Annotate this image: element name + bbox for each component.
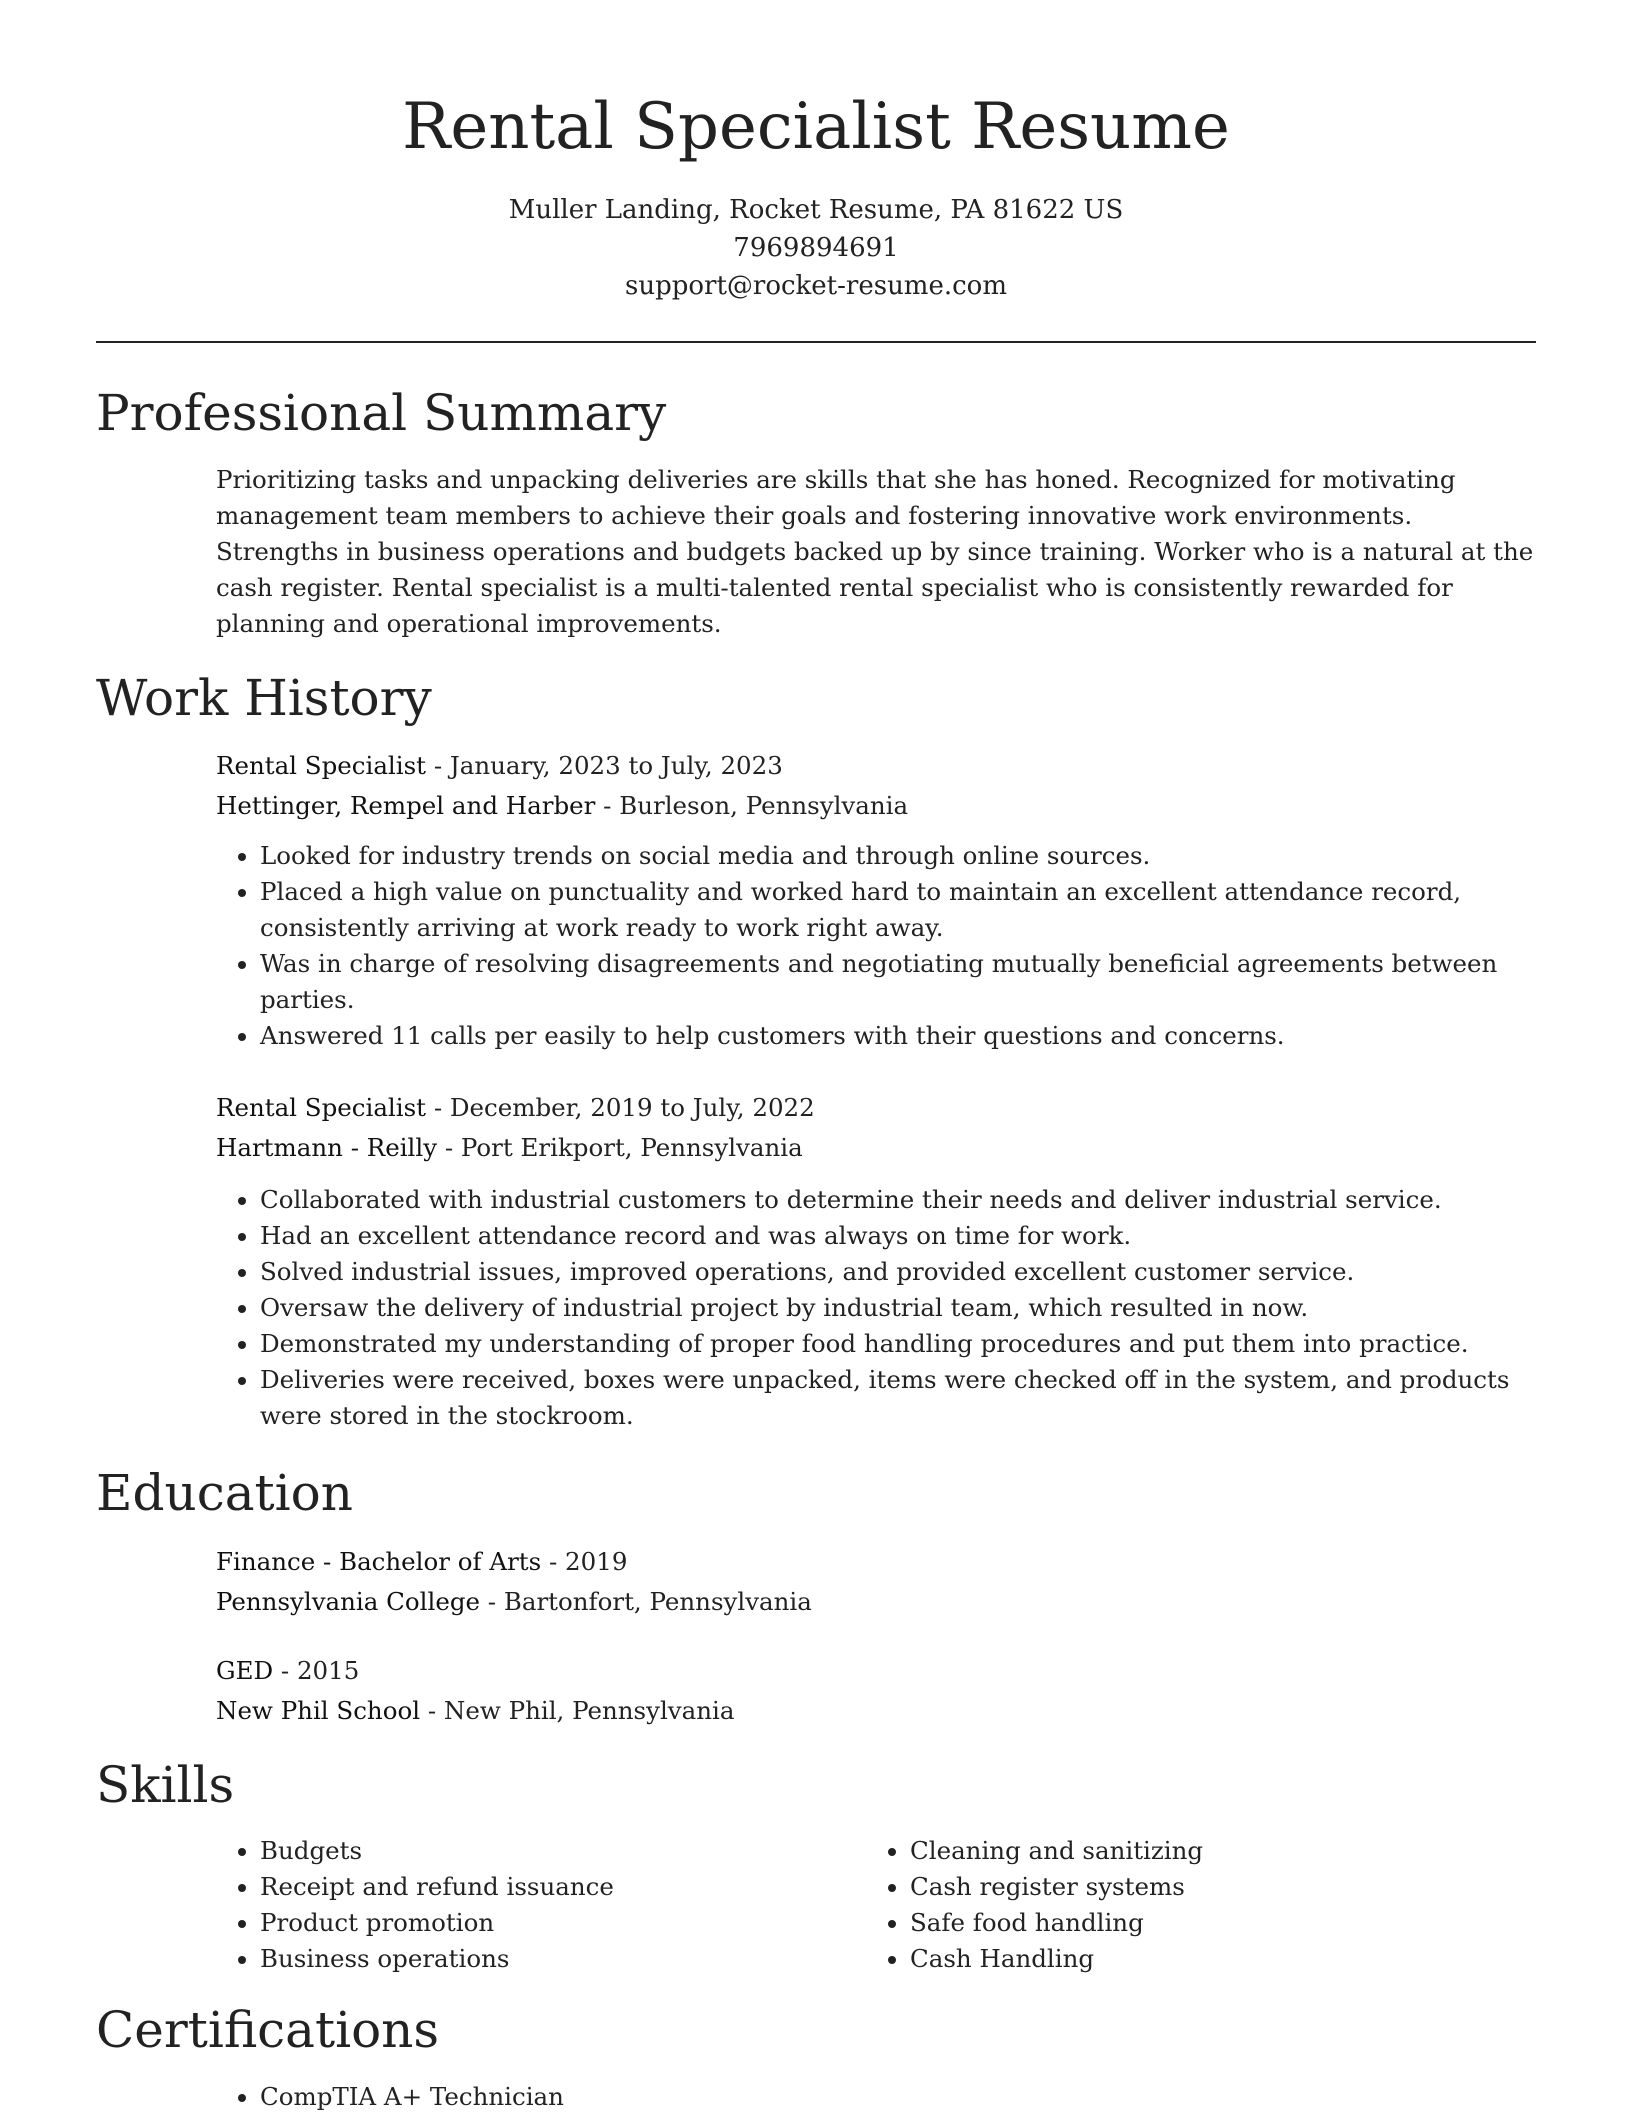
header-divider bbox=[96, 341, 1536, 343]
skills-column-right bbox=[866, 1833, 1506, 1977]
skill-item: • Business operations bbox=[260, 1941, 856, 1977]
job-dates: - December, 2019 to July, 2022 bbox=[426, 1093, 815, 1122]
certifications-section bbox=[216, 2079, 1536, 2115]
job-bullet: • Demonstrated my understanding of proper food handling procedures and put them into practice. bbox=[260, 1326, 1536, 1362]
education-school: Pennsylvania College bbox=[216, 1587, 480, 1616]
education-year: - 2015 bbox=[273, 1656, 360, 1685]
education-entry bbox=[216, 1542, 1536, 1622]
summary-heading: Professional Summary bbox=[96, 384, 667, 442]
job-company: Hettinger, Rempel and Harber bbox=[216, 791, 596, 820]
skills-section bbox=[216, 1833, 1536, 1983]
job-company-line bbox=[216, 1128, 1536, 1168]
skill-item: • Receipt and refund issuance bbox=[260, 1869, 856, 1905]
job-company: Hartmann - Reilly bbox=[216, 1133, 438, 1162]
skill-item: • Budgets bbox=[260, 1833, 856, 1869]
job-title: Rental Specialist bbox=[216, 751, 427, 780]
job-location: - Port Erikport, Pennsylvania bbox=[437, 1133, 803, 1162]
education-degree: GED bbox=[216, 1656, 274, 1685]
education-location: - Bartonfort, Pennsylvania bbox=[480, 1587, 812, 1616]
certification-item: • CompTIA A+ Technician bbox=[260, 2079, 1536, 2115]
contact-address: Muller Landing, Rocket Resume, PA 81622 US bbox=[508, 195, 1124, 225]
job-bullet: • Solved industrial issues, improved operations, and provided excellent customer service. bbox=[260, 1254, 1536, 1290]
certifications-heading: Certifications bbox=[96, 2001, 440, 2059]
job-bullets bbox=[216, 1182, 1536, 1434]
job-bullet: • Placed a high value on punctuality and worked hard to maintain an excellent attendance record, consistently arriving at work ready to work right away. bbox=[260, 874, 1536, 946]
job-company-line bbox=[216, 786, 1536, 826]
job-bullets bbox=[216, 838, 1536, 1054]
skill-item: • Product promotion bbox=[260, 1905, 856, 1941]
job-bullet: • Collaborated with industrial customers to determine their needs and deliver industrial service. bbox=[260, 1182, 1536, 1218]
job-title-line bbox=[216, 1088, 1536, 1128]
education-school-line bbox=[216, 1582, 1536, 1622]
skill-item: • Cash Handling bbox=[910, 1941, 1506, 1977]
job-location: - Burleson, Pennsylvania bbox=[595, 791, 909, 820]
education-degree-line bbox=[216, 1651, 1536, 1691]
job-bullet: • Had an excellent attendance record and was always on time for work. bbox=[260, 1218, 1536, 1254]
summary-section bbox=[216, 462, 1536, 642]
education-degree-line bbox=[216, 1542, 1536, 1582]
skills-heading: Skills bbox=[96, 1756, 235, 1814]
job-title-line bbox=[216, 746, 1536, 786]
job-dates: - January, 2023 to July, 2023 bbox=[426, 751, 783, 780]
resume-title: Rental Specialist Resume bbox=[402, 90, 1230, 164]
skills-column-left bbox=[216, 1833, 856, 1977]
job-bullet: • Oversaw the delivery of industrial project by industrial team, which resulted in now. bbox=[260, 1290, 1536, 1326]
skills-list bbox=[866, 1833, 1506, 1977]
job-bullet: • Answered 11 calls per easily to help customers with their questions and concerns. bbox=[260, 1018, 1536, 1054]
education-year: - 2019 bbox=[541, 1547, 628, 1576]
education-location: - New Phil, Pennsylvania bbox=[420, 1696, 735, 1725]
job-bullet: • Deliveries were received, boxes were unpacked, items were checked off in the system, and products were stored in the stockroom. bbox=[260, 1362, 1536, 1434]
education-school-line bbox=[216, 1691, 1536, 1731]
education-degree: Finance - Bachelor of Arts bbox=[216, 1547, 542, 1576]
skills-list bbox=[216, 1833, 856, 1977]
job-bullet: • Was in charge of resolving disagreements and negotiating mutually beneficial agreements between parties. bbox=[260, 946, 1536, 1018]
work-heading: Work History bbox=[96, 669, 432, 727]
education-heading: Education bbox=[96, 1464, 353, 1522]
job-bullet: • Looked for industry trends on social media and through online sources. bbox=[260, 838, 1536, 874]
contact-info bbox=[96, 191, 1536, 305]
skill-item: • Cleaning and sanitizing bbox=[910, 1833, 1506, 1869]
summary-text: Prioritizing tasks and unpacking deliveries are skills that she has honed. Recognized for motivating management team members to achieve their goals and fostering innovative work environments. Strengths in business operations and budgets backed up by since training. Worker who is a natural at the cash register. Rental specialist is a multi-talented rental specialist who is consistently rewarded for planning and operational improvements. bbox=[216, 465, 1534, 638]
contact-email: support@rocket-resume.com bbox=[624, 271, 1007, 301]
skill-item: • Safe food handling bbox=[910, 1905, 1506, 1941]
education-entry bbox=[216, 1651, 1536, 1731]
education-school: New Phil School bbox=[216, 1696, 421, 1725]
certifications-list bbox=[216, 2079, 1536, 2115]
contact-phone: 7969894691 bbox=[733, 233, 899, 263]
job-title: Rental Specialist bbox=[216, 1093, 427, 1122]
job-entry bbox=[216, 746, 1536, 1054]
job-entry bbox=[216, 1088, 1536, 1434]
skill-item: • Cash register systems bbox=[910, 1869, 1506, 1905]
